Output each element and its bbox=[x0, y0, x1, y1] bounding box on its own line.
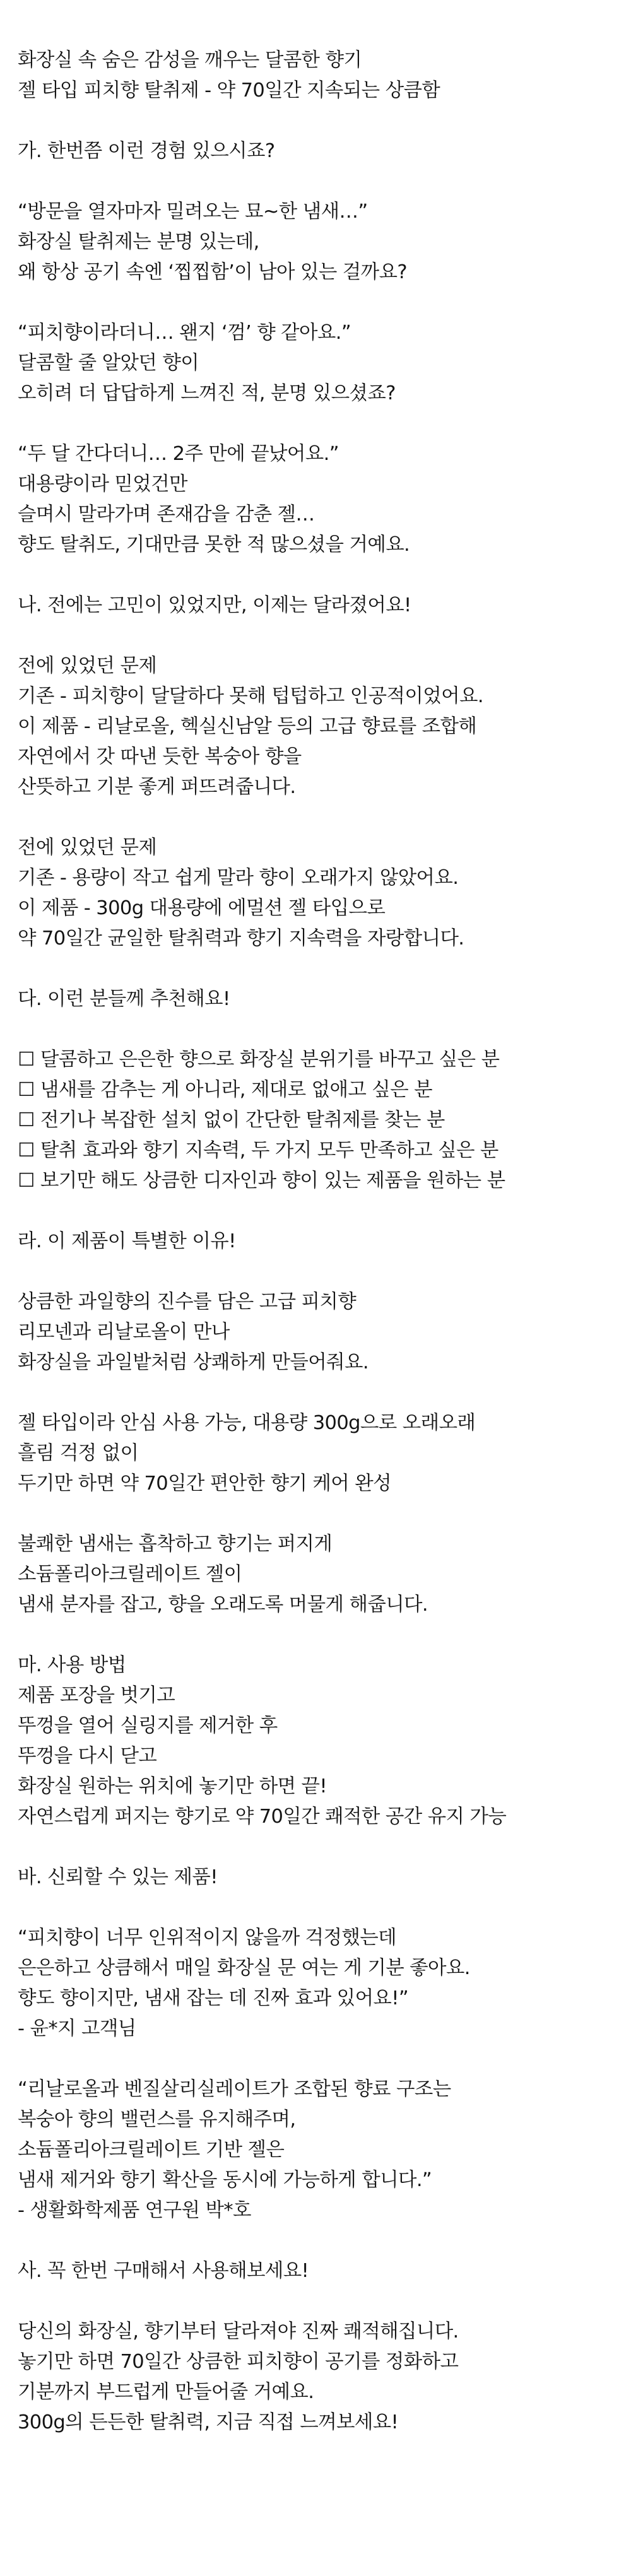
text-line: 당신의 화장실, 향기부터 달라져야 진짜 쾌적해집니다. bbox=[18, 2320, 459, 2343]
text-line: 은은하고 상큼해서 매일 화장실 문 여는 게 기분 좋아요. bbox=[18, 1957, 470, 1979]
text-line: 소듐폴리아크릴레이트 기반 젤은 bbox=[18, 2139, 285, 2161]
text-line: 이 제품 - 300g 대용량에 에멀션 젤 타입으로 bbox=[18, 897, 386, 919]
text-line: 두기만 하면 약 70일간 편안한 향기 케어 완성 bbox=[18, 1473, 391, 1495]
text-line: 젤 타입이라 안심 사용 가능, 대용량 300g으로 오래오래 bbox=[18, 1412, 476, 1434]
paragraph-spacer bbox=[18, 560, 623, 591]
text-line: 약 70일간 균일한 탈취력과 향기 지속력을 자랑합니다. bbox=[18, 927, 464, 950]
paragraph-spacer bbox=[18, 409, 623, 439]
text-line: 복숭아 향의 밸런스를 유지해주며, bbox=[18, 2108, 296, 2131]
text-line: - 생활화학제품 연구원 박*호 bbox=[18, 2199, 251, 2221]
text-line: 불쾌한 냄새는 흡착하고 향기는 퍼지게 bbox=[18, 1533, 333, 1555]
text-line: 상큼한 과일향의 진수를 담은 고급 피치향 bbox=[18, 1291, 357, 1313]
text-line: 화장실 속 숨은 감성을 깨우는 달콤한 향기 bbox=[18, 49, 362, 71]
text-line: 놓기만 하면 70일간 상큼한 피치향이 공기를 정화하고 bbox=[18, 2351, 459, 2373]
text-line: “피치향이라더니… 왠지 ‘껌’ 향 같아요.” bbox=[18, 322, 351, 344]
text-line: 화장실을 과일밭처럼 상쾌하게 만들어줘요. bbox=[18, 1351, 369, 1373]
text-line: 사. 꼭 한번 구매해서 사용해보세요! bbox=[18, 2260, 309, 2282]
paragraph-spacer bbox=[18, 1015, 623, 1045]
text-line: 이 제품 - 리날로올, 헥실신남알 등의 고급 향료를 조합해 bbox=[18, 715, 477, 738]
text-line: 자연스럽게 퍼지는 향기로 약 70일간 쾌적한 공간 유지 가능 bbox=[18, 1806, 507, 1828]
text-line: 기존 - 피치향이 달달하다 못해 텁텁하고 인공적이었어요. bbox=[18, 685, 483, 707]
text-line: 슬며시 말라가며 존재감을 감춘 젤… bbox=[18, 503, 315, 526]
text-line: 소듐폴리아크릴레이트 젤이 bbox=[18, 1563, 242, 1585]
document-body bbox=[18, 45, 623, 2438]
text-line: “피치향이 너무 인위적이지 않을까 걱정했는데 bbox=[18, 1927, 396, 1949]
paragraph-spacer bbox=[18, 167, 623, 197]
text-line: “두 달 간다더니… 2주 만에 끝났어요.” bbox=[18, 443, 339, 465]
text-line: 다. 이런 분들께 추천해요! bbox=[18, 988, 230, 1010]
text-line: 냄새 제거와 향기 확산을 동시에 가능하게 합니다.” bbox=[18, 2169, 432, 2191]
text-line: 산뜻하고 기분 좋게 퍼뜨려줍니다. bbox=[18, 776, 296, 798]
text-line: - 윤*지 고객님 bbox=[18, 2018, 136, 2040]
text-line: ☐ 전기나 복잡한 설치 없이 간단한 탈취제를 찾는 분 bbox=[18, 1109, 445, 1131]
text-line: ☐ 달콤하고 은은한 향으로 화장실 분위기를 바꾸고 싶은 분 bbox=[18, 1049, 500, 1071]
text-line: 전에 있었던 문제 bbox=[18, 655, 157, 677]
text-line: 향도 탈취도, 기대만큼 못한 적 많으셨을 거예요. bbox=[18, 534, 410, 556]
text-line: 달콤할 줄 알았던 향이 bbox=[18, 352, 199, 374]
paragraph-spacer bbox=[18, 1832, 623, 1862]
text-line: “방문을 열자마자 밀려오는 묘~한 냄새…” bbox=[18, 201, 368, 223]
paragraph-spacer bbox=[18, 2044, 623, 2074]
text-line: 뚜껑을 다시 닫고 bbox=[18, 1745, 157, 1767]
paragraph-spacer bbox=[18, 2226, 623, 2256]
text-line: 리모넨과 리날로올이 만나 bbox=[18, 1321, 230, 1343]
text-line: 기존 - 용량이 작고 쉽게 말라 향이 오래가지 않았어요. bbox=[18, 867, 459, 889]
text-line: 화장실 원하는 위치에 놓기만 하면 끝! bbox=[18, 1775, 327, 1797]
text-line: ☐ 보기만 해도 상큼한 디자인과 향이 있는 제품을 원하는 분 bbox=[18, 1170, 505, 1192]
paragraph-spacer bbox=[18, 954, 623, 984]
text-line: 전에 있었던 문제 bbox=[18, 837, 157, 859]
text-line: 향도 향이지만, 냄새 잡는 데 진짜 효과 있어요!” bbox=[18, 1987, 409, 2009]
text-line: 마. 사용 방법 bbox=[18, 1654, 126, 1676]
text-line: 화장실 탈취제는 분명 있는데, bbox=[18, 231, 259, 253]
text-line: 가. 한번쯤 이런 경험 있으시죠? bbox=[18, 140, 275, 162]
text-line: 냄새 분자를 잡고, 향을 오래도록 머물게 해줍니다. bbox=[18, 1594, 428, 1616]
text-line: 왜 항상 공기 속엔 ‘찝찝함’이 남아 있는 걸까요? bbox=[18, 261, 407, 283]
text-line: 대용량이라 믿었건만 bbox=[18, 473, 187, 495]
paragraph-spacer bbox=[18, 2286, 623, 2317]
paragraph-spacer bbox=[18, 1196, 623, 1226]
text-line: “리날로올과 벤질살리실레이트가 조합된 향료 구조는 bbox=[18, 2078, 451, 2100]
text-line: ☐ 탈취 효과와 향기 지속력, 두 가지 모두 만족하고 싶은 분 bbox=[18, 1139, 498, 1162]
text-line: 흘림 걱정 없이 bbox=[18, 1442, 139, 1464]
paragraph-spacer bbox=[18, 803, 623, 833]
text-line: 오히려 더 답답하게 느껴진 적, 분명 있으셨죠? bbox=[18, 382, 396, 404]
paragraph-spacer bbox=[18, 288, 623, 318]
text-line: 젤 타입 피치향 탈취제 - 약 70일간 지속되는 상큼함 bbox=[18, 79, 440, 102]
paragraph-spacer bbox=[18, 1499, 623, 1529]
text-line: ☐ 냄새를 감추는 게 아니라, 제대로 없애고 싶은 분 bbox=[18, 1079, 432, 1101]
paragraph-spacer bbox=[18, 1378, 623, 1408]
text-line: 라. 이 제품이 특별한 이유! bbox=[18, 1230, 236, 1252]
paragraph-spacer bbox=[18, 621, 623, 651]
paragraph-spacer bbox=[18, 1620, 623, 1650]
paragraph-spacer bbox=[18, 1893, 623, 1923]
text-line: 자연에서 갓 따낸 듯한 복숭아 향을 bbox=[18, 746, 302, 768]
text-line: 뚜껑을 열어 실링지를 제거한 후 bbox=[18, 1715, 278, 1737]
paragraph-spacer bbox=[18, 106, 623, 136]
text-line: 기분까지 부드럽게 만들어줄 거예요. bbox=[18, 2381, 314, 2403]
text-line: 300g의 든든한 탈취력, 지금 직접 느껴보세요! bbox=[18, 2411, 399, 2433]
paragraph-spacer bbox=[18, 1257, 623, 1287]
text-line: 바. 신뢰할 수 있는 제품! bbox=[18, 1866, 218, 1888]
text-line: 나. 전에는 고민이 있었지만, 이제는 달라졌어요! bbox=[18, 594, 411, 616]
text-line: 제품 포장을 벗기고 bbox=[18, 1685, 175, 1707]
